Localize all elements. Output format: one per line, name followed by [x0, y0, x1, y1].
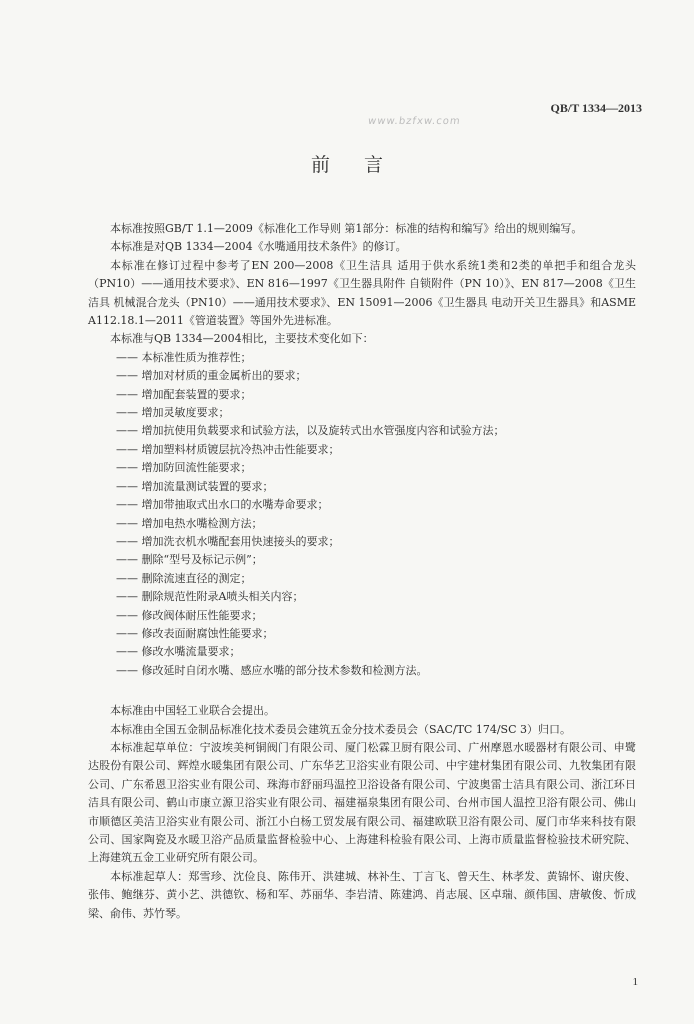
paragraph: 本标准在修订过程中参考了EN 200—2008《卫生洁具 适用于供水系统1类和2类的单把手和组合龙头（PN10）——通用技术要求》、EN 816—1997《卫生器具附件 自锁附件（PN 10）》、EN 817—2008《卫生洁具 机械混合龙头（PN10）——通用技术要求》、EN 15091—2006《卫生器具 电动开关卫生器具》和ASME A112.18.1—2011《管道装置》等国外先进标准。 [88, 258, 636, 328]
list-item: —— 增加带抽取式出水口的水嘴寿命要求； [116, 498, 329, 512]
list-item: —— 修改延时自闭水嘴、感应水嘴的部分技术参数和检测方法。 [116, 663, 428, 677]
list-item: —— 增加电热水嘴检测方法； [116, 516, 263, 530]
list-item: —— 修改水嘴流量要求； [116, 645, 241, 659]
list-item: —— 增加塑料材质镀层抗冷热冲击性能要求； [116, 442, 340, 456]
list-item: —— 增加配套装置的要求； [116, 387, 252, 401]
standard-code: QB/T 1334—2013 [550, 101, 642, 115]
page-title: 前言 [310, 154, 417, 176]
drafters: 本标准起草人：郑雪珍、沈俭良、陈伟开、洪建城、林补生、丁言飞、曾天生、林孝发、黄锦怀、谢庆俊、张伟、鲍继芬、黄小艺、洪德钦、杨和军、苏丽华、李岩清、陈建鸿、肖志展、区卓瑞、颜伟国、唐敏俊、忻成梁、俞伟、苏竹琴。 [88, 869, 636, 920]
page-number: 1 [632, 976, 638, 988]
paragraph: 本标准由中国轻工业联合会提出。 [110, 704, 275, 718]
list-item: —— 删除“型号及标记示例”； [116, 553, 263, 567]
list-item: —— 修改表面耐腐蚀性能要求； [116, 626, 274, 640]
list-item: —— 增加流量测试装置的要求； [116, 479, 274, 493]
watermark: www.bzfxw.com [367, 116, 462, 127]
list-item: —— 增加对材质的重金属析出的要求； [116, 369, 307, 383]
changes-list [88, 349, 636, 680]
list-item: —— 删除规范性附录A喷头相关内容； [116, 590, 304, 604]
list-item: —— 增加抗使用负载要求和试验方法，以及旋转式出水管强度内容和试验方法； [116, 424, 505, 438]
list-item: —— 删除流速直径的测定； [116, 571, 252, 585]
list-item: —— 修改阀体耐压性能要求； [116, 608, 263, 622]
drafting-units: 本标准起草单位：宁波埃美柯铜阀门有限公司、厦门松霖卫厨有限公司、广州摩恩水暖器材有限公司、申鹭达股份有限公司、辉煌水暖集团有限公司、广东华艺卫浴实业有限公司、中宇建材集团有限公司、九牧集团有限公司、广东希恩卫浴实业有限公司、珠海市舒丽玛温控卫浴设备有限公司、宁波奥雷士洁具有限公司、浙江环日洁具有限公司、鹤山市康立源卫浴实业有限公司、福建福泉集团有限公司、台州市国人温控卫浴有限公司、佛山市顺德区美洁卫浴实业有限公司、浙江小白杨工贸发展有限公司、福建欧联卫浴有限公司、厦门市华来科技有限公司、国家陶瓷及水暖卫浴产品质量监督检验中心、上海建科检验有限公司、上海市质量监督检验技术研究院、上海建筑五金工业研究所有限公司。 [88, 740, 636, 865]
body-text [88, 220, 636, 923]
list-item: —— 增加洗衣机水嘴配套用快速接头的要求； [116, 534, 340, 548]
paragraph: 本标准由全国五金制品标准化技术委员会建筑五金分技术委员会（SAC/TC 174/SC 3）归口。 [110, 722, 571, 736]
list-item: —— 增加防回流性能要求； [116, 461, 252, 475]
paragraph: 本标准与QB 1334—2004相比，主要技术变化如下： [110, 332, 374, 346]
list-item: —— 增加灵敏度要求； [116, 406, 230, 420]
paragraph: 本标准是对QB 1334—2004《水嘴通用技术条件》的修订。 [110, 240, 407, 254]
paragraph: 本标准按照GB/T 1.1—2009《标准化工作导则 第1部分：标准的结构和编写》给出的规则编写。 [110, 222, 583, 235]
list-item: —— 本标准性质为推荐性； [116, 350, 252, 364]
